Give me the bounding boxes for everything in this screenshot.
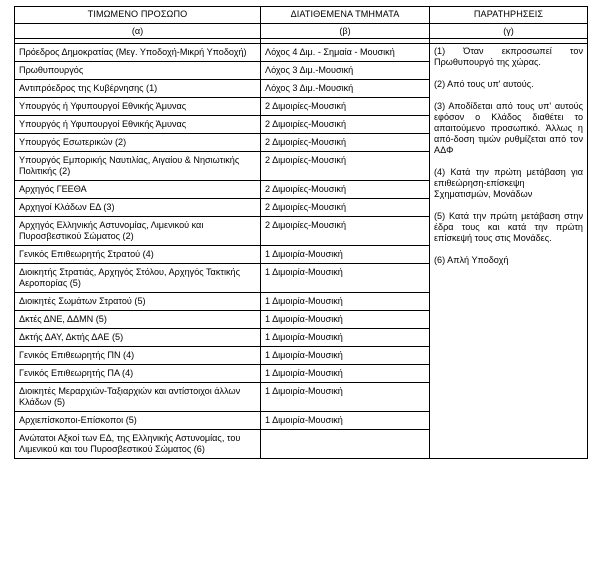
cell-units: 1 Διμοιρία-Μουσική: [261, 347, 430, 365]
cell-units: Λόχος 3 Διμ.-Μουσική: [261, 62, 430, 80]
table-header: [15, 7, 588, 24]
header-remarks: ΠΑΡΑΤΗΡΗΣΕΙΣ: [430, 7, 588, 24]
cell-honored-person: Διοικητές Σωμάτων Στρατού (5): [15, 293, 261, 311]
cell-units: Λόχος 3 Διμ.-Μουσική: [261, 80, 430, 98]
cell-honored-person: Διοικητής Στρατιάς, Αρχηγός Στόλου, Αρχηγός Τακτικής Αεροπορίας (5): [15, 264, 261, 293]
cell-units: 1 Διμοιρία-Μουσική: [261, 264, 430, 293]
cell-units: 1 Διμοιρία-Μουσική: [261, 329, 430, 347]
cell-honored-person: Γενικός Επιθεωρητής ΠΑ (4): [15, 365, 261, 383]
remark-note: (6) Απλή Υποδοχή: [434, 255, 509, 265]
cell-honored-person: Γενικός Επιθεωρητής Στρατού (4): [15, 246, 261, 264]
cell-honored-person: Γενικός Επιθεωρητής ΠΝ (4): [15, 347, 261, 365]
table-row: [15, 44, 588, 62]
cell-units: 1 Διμοιρία-Μουσική: [261, 246, 430, 264]
cell-units: 2 Διμοιρίες-Μουσική: [261, 116, 430, 134]
cell-honored-person: Υπουργός ή Υφυπουργοί Εθνικής Άμυνας: [15, 116, 261, 134]
cell-units: 2 Διμοιρίες-Μουσική: [261, 181, 430, 199]
cell-honored-person: Πρωθυπουργός: [15, 62, 261, 80]
cell-honored-person: Αρχιεπίσκοποι-Επίσκοποι (5): [15, 412, 261, 430]
cell-units: 1 Διμοιρία-Μουσική: [261, 412, 430, 430]
subheader-row: [15, 24, 588, 39]
cell-units: 2 Διμοιρίες-Μουσική: [261, 217, 430, 246]
remark-note: (1) Όταν εκπροσωπεί τον Πρωθυπουργό της χώρας.: [434, 46, 583, 67]
cell-honored-person: Αρχηγός Ελληνικής Αστυνομίας, Λιμενικού και Πυροσβεστικού Σώματος (2): [15, 217, 261, 246]
header-row: [15, 7, 588, 24]
cell-units: 2 Διμοιρίες-Μουσική: [261, 199, 430, 217]
cell-units: 1 Διμοιρία-Μουσική: [261, 293, 430, 311]
cell-honored-person: Υπουργός Εσωτερικών (2): [15, 134, 261, 152]
cell-units: 1 Διμοιρία-Μουσική: [261, 365, 430, 383]
remark-note: (5) Κατά την πρώτη μετάβαση στην έδρα τους και κατά την πρώτη επίσκεψή τους στις Μονάδες.: [434, 211, 583, 243]
honors-table: [14, 6, 588, 459]
header-units: ΔΙΑΤΙΘΕΜΕΝΑ ΤΜΗΜΑΤΑ: [261, 7, 430, 24]
cell-units: 2 Διμοιρίες-Μουσική: [261, 152, 430, 181]
cell-honored-person: Δκτής ΔΑΥ, Δκτής ΔΑΕ (5): [15, 329, 261, 347]
cell-units: 1 Διμοιρία-Μουσική: [261, 383, 430, 412]
cell-honored-person: Ανώτατοι Αξκοί των ΕΔ, της Ελληνικής Αστυνομίας, του Λιμενικού και του Πυροσβεστικού Σώματος (6): [15, 430, 261, 459]
table-body: [15, 24, 588, 459]
cell-units: 2 Διμοιρίες-Μουσική: [261, 98, 430, 116]
remark-note: (4) Κατά την πρώτη μετάβαση για επιθεώρηση-επίσκεψη Σχηματισμών, Μονάδων: [434, 167, 583, 199]
header-honored-person: ΤΙΜΩΜΕΝΟ ΠΡΟΣΩΠΟ: [15, 7, 261, 24]
remark-note: (3) Αποδίδεται από τους υπ' αυτούς εφόσον ο Κλάδος διαθέτει το απαιτούμενο προσωπικό. Άλλως η από-δοση τιμών ρυθμίζεται από τον ΑΔΦ: [434, 101, 583, 155]
cell-units: [261, 430, 430, 459]
cell-honored-person: Αντιπρόεδρος της Κυβέρνησης (1): [15, 80, 261, 98]
remark-note: (2) Από τους υπ' αυτούς.: [434, 79, 534, 89]
cell-honored-person: Πρόεδρος Δημοκρατίας (Μεγ. Υποδοχή-Μικρή Υποδοχή): [15, 44, 261, 62]
subheader-b: (β): [261, 24, 430, 39]
cell-honored-person: Διοικητές Μεραρχιών-Ταξιαρχιών και αντίστοιχοι άλλων Κλάδων (5): [15, 383, 261, 412]
cell-honored-person: Αρχηγοί Κλάδων ΕΔ (3): [15, 199, 261, 217]
cell-units: 1 Διμοιρία-Μουσική: [261, 311, 430, 329]
cell-honored-person: Υπουργός ή Υφυπουργοί Εθνικής Άμυνας: [15, 98, 261, 116]
cell-honored-person: Αρχηγός ΓΕΕΘΑ: [15, 181, 261, 199]
cell-units: Λόχος 4 Διμ. - Σημαία - Μουσική: [261, 44, 430, 62]
cell-units: 2 Διμοιρίες-Μουσική: [261, 134, 430, 152]
subheader-c: (γ): [430, 24, 588, 39]
cell-honored-person: Υπουργός Εμπορικής Ναυτιλίας, Αιγαίου & Νησιωτικής Πολιτικής (2): [15, 152, 261, 181]
cell-honored-person: Δκτές ΔΝΕ, ΔΔΜΝ (5): [15, 311, 261, 329]
subheader-a: (α): [15, 24, 261, 39]
remarks-cell: [430, 44, 588, 459]
